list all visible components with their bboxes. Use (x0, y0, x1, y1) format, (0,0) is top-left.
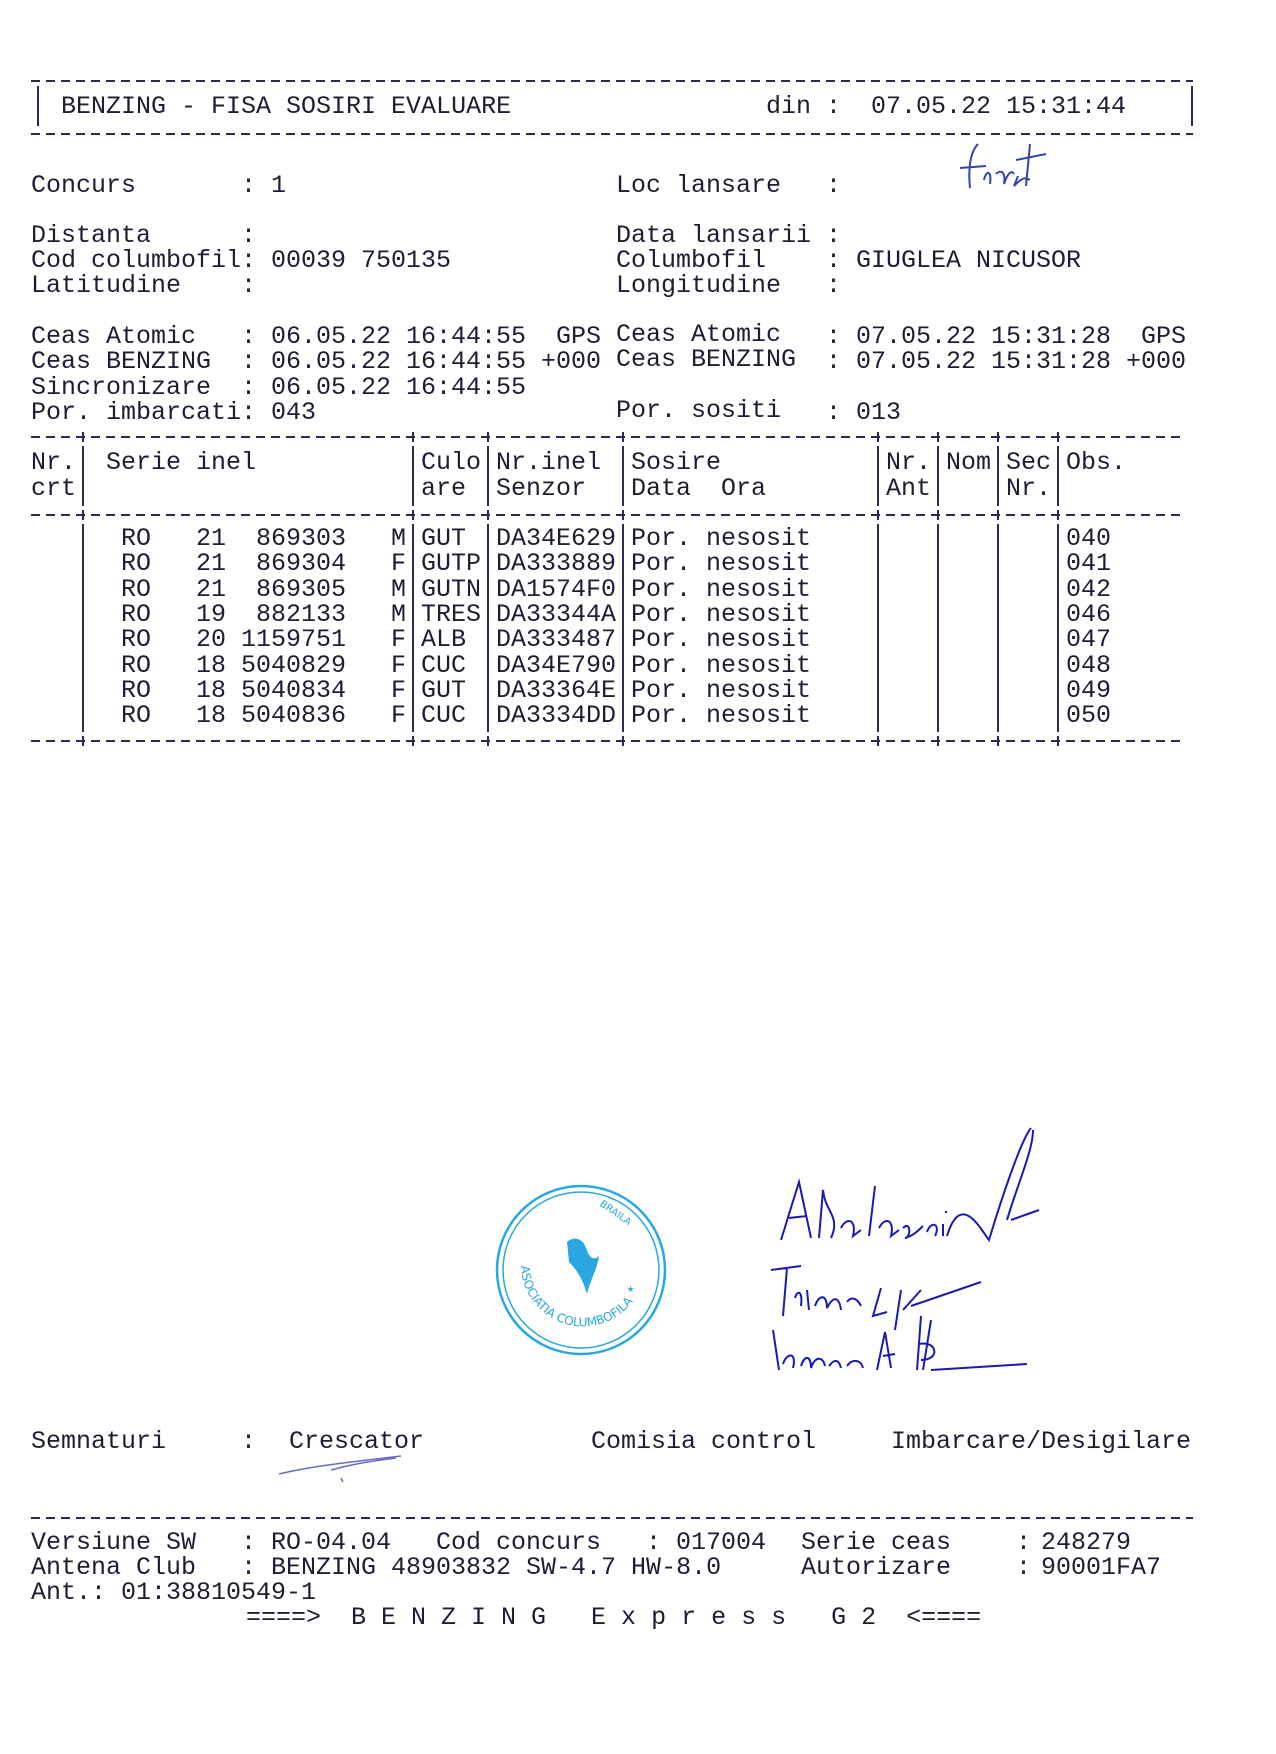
table-divider-joint (82, 736, 84, 746)
stamp-city: BRAILA (597, 1198, 634, 1229)
column-separator (937, 446, 939, 506)
table-divider (31, 740, 1186, 742)
table-divider-joint (82, 432, 84, 442)
column-header-nr-ant: Nr. (886, 448, 932, 477)
field-label: Sincronizare (31, 373, 212, 402)
sex: M (391, 599, 407, 629)
column-separator (1057, 446, 1059, 506)
clock-serial-label: Serie ceas (801, 1528, 952, 1557)
ring-number: 869305 (255, 574, 346, 604)
column-separator (622, 446, 624, 506)
field-label: Data lansarii (616, 221, 812, 250)
arrival-status: Por. nesosit (631, 625, 812, 655)
ring-country: RO (121, 549, 152, 579)
sex: F (391, 675, 407, 705)
control-committee-label: Comisia control (591, 1427, 817, 1456)
date-label: din : (766, 92, 842, 121)
arrival-status: Por. nesosit (631, 599, 812, 629)
field-value: 06.05.22 16:44:55 (271, 373, 527, 402)
page-title: BENZING - FISA SOSIRI EVALUARE (61, 92, 512, 121)
table-divider-joint (487, 510, 489, 520)
column-separator (412, 446, 414, 506)
column-header-nr-crt: crt (31, 474, 77, 503)
ring-year: 21 (196, 524, 227, 553)
colon: : (826, 171, 842, 200)
field-label: Distanta (31, 221, 152, 250)
field-value: GIUGLEA NICUSOR (856, 246, 1082, 275)
field-label: Concurs (31, 171, 137, 200)
observation: 046 (1066, 599, 1112, 629)
field-label: Ceas Atomic (616, 320, 782, 349)
field-label: Por. sositi (616, 396, 782, 425)
ring-country: RO (121, 524, 152, 553)
sw-version-value: RO-04.04 (271, 1528, 392, 1557)
column-separator (877, 524, 879, 732)
evaluation-sheet (31, 0, 1231, 1754)
column-header-sec-nr: Sec (1006, 448, 1052, 477)
table-divider-joint (997, 432, 999, 442)
arrival-status: Por. nesosit (631, 549, 812, 579)
colon: : (241, 221, 257, 250)
color: TRES (421, 599, 482, 629)
contest-code-value: 017004 (676, 1528, 767, 1557)
sensor-id: DA33364E (496, 675, 617, 705)
column-separator (622, 524, 624, 732)
ring-number: 882133 (255, 599, 346, 629)
antenna-id: Ant.: 01:38810549-1 (31, 1578, 317, 1607)
divider (31, 80, 1193, 82)
ring-country: RO (121, 701, 152, 731)
ring-country: RO (121, 625, 152, 655)
arrival-status: Por. nesosit (631, 675, 812, 705)
stamp-text (518, 1265, 636, 1330)
table-divider (31, 436, 1186, 438)
column-header-nr-crt: Nr. (31, 448, 77, 477)
antenna-value: BENZING 48903832 SW-4.7 HW-8.0 (271, 1553, 722, 1582)
sex: F (391, 650, 407, 680)
sensor-id: DA3334DD (496, 701, 617, 731)
color: GUT (421, 524, 467, 553)
ring-year: 21 (196, 574, 227, 604)
table-divider-joint (997, 510, 999, 520)
field-label: Longitudine (616, 271, 782, 300)
table-divider-joint (622, 432, 624, 442)
color: CUC (421, 650, 467, 680)
column-separator (82, 524, 84, 732)
table-divider (31, 514, 1186, 516)
table-divider-joint (997, 736, 999, 746)
column-separator (1057, 524, 1059, 732)
field-label: Latitudine (31, 271, 182, 300)
field-value: 07.05.22 15:31:28 +000 (856, 347, 1187, 376)
observation: 050 (1066, 701, 1112, 731)
field-value: 013 (856, 398, 902, 427)
column-separator (997, 524, 999, 732)
table-divider-joint (877, 510, 879, 520)
field-label: Ceas Atomic (31, 322, 197, 351)
report-date: 07.05.22 15:31:44 (871, 92, 1127, 121)
field-value: 07.05.22 15:31:28 GPS (856, 322, 1187, 351)
column-separator (412, 524, 414, 732)
ring-number: 5040834 (241, 675, 347, 705)
antenna-label: Antena Club (31, 1553, 197, 1582)
field-value: 00039 750135 (271, 246, 452, 275)
column-header-nr-inel-senzor: Nr.inel (496, 448, 602, 477)
colon: : (826, 271, 842, 300)
authorization-label: Autorizare (801, 1553, 952, 1582)
sensor-id: DA34E629 (496, 524, 617, 553)
observation: 047 (1066, 625, 1112, 655)
ring-number: 5040829 (241, 650, 347, 680)
sw-version-label: Versiune SW (31, 1528, 197, 1557)
signatures-label: Semnaturi (31, 1427, 167, 1456)
ring-year: 20 (196, 625, 227, 655)
column-header-sec-nr: Nr. (1006, 474, 1052, 503)
field-value: 06.05.22 16:44:55 GPS (271, 322, 602, 351)
arrival-status: Por. nesosit (631, 650, 812, 680)
column-separator (937, 524, 939, 732)
colon: : (241, 1427, 257, 1456)
sex: F (391, 701, 407, 731)
star-icon: ★ (627, 1282, 635, 1296)
contest-code-label: Cod concurs (436, 1528, 602, 1557)
ring-country: RO (121, 650, 152, 680)
column-header-serie-inel: Serie inel (106, 448, 257, 477)
colon: : (646, 1528, 662, 1557)
sex: M (391, 574, 407, 604)
colon: : (241, 373, 257, 402)
column-header-culoare: Culo (421, 448, 482, 477)
sensor-id: DA333487 (496, 625, 617, 655)
ring-number: 5040836 (241, 701, 347, 731)
sex: F (391, 625, 407, 655)
breeder-label: Crescator (289, 1427, 425, 1456)
table-divider-joint (412, 736, 414, 746)
column-header-obs: Obs. (1066, 448, 1127, 477)
table-divider-joint (937, 432, 939, 442)
colon: : (241, 171, 257, 200)
table-divider-joint (1057, 736, 1059, 746)
table-divider-joint (487, 432, 489, 442)
ring-year: 18 (196, 701, 227, 731)
observation: 042 (1066, 574, 1112, 604)
committee-signatures (771, 1120, 1131, 1380)
column-separator (487, 524, 489, 732)
authorization-value: 90001FA7 (1041, 1553, 1162, 1582)
column-separator (997, 446, 999, 506)
arrival-status: Por. nesosit (631, 574, 812, 604)
arrival-status: Por. nesosit (631, 524, 812, 553)
sensor-id: DA1574F0 (496, 574, 617, 604)
column-separator (487, 446, 489, 506)
colon: : (1016, 1528, 1032, 1557)
ring-number: 869304 (255, 549, 346, 579)
table-divider-joint (1057, 510, 1059, 520)
table-divider-joint (622, 736, 624, 746)
column-header-culoare: are (421, 474, 467, 503)
ring-number: 869303 (255, 524, 346, 553)
boarding-label: Imbarcare/Desigilare (891, 1427, 1192, 1456)
table-divider-joint (412, 432, 414, 442)
colon: : (241, 347, 257, 376)
column-header-sosire: Sosire (631, 448, 722, 477)
colon: : (241, 246, 257, 275)
colon: : (241, 322, 257, 351)
ring-country: RO (121, 574, 152, 604)
divider (31, 133, 1193, 135)
observation: 040 (1066, 524, 1112, 553)
colon: : (826, 221, 842, 250)
sex: M (391, 524, 407, 553)
field-label: Cod columbofil (31, 246, 242, 275)
sex: F (391, 549, 407, 579)
column-header-nr-ant: Ant (886, 474, 932, 503)
table-divider-joint (622, 510, 624, 520)
observation: 049 (1066, 675, 1112, 705)
table-divider-joint (877, 432, 879, 442)
field-label: Columbofil (616, 246, 767, 275)
ring-country: RO (121, 599, 152, 629)
observation: 048 (1066, 650, 1112, 680)
colon: : (241, 1553, 257, 1582)
divider (37, 86, 39, 126)
column-header-nr-inel-senzor: Senzor (496, 474, 587, 503)
sensor-id: DA333889 (496, 549, 617, 579)
color: CUC (421, 701, 467, 731)
table-divider-joint (487, 736, 489, 746)
color: GUTP (421, 549, 482, 579)
clock-serial-value: 248279 (1041, 1528, 1132, 1557)
field-label: Loc lansare (616, 171, 782, 200)
field-value: 043 (271, 398, 317, 427)
color: GUTN (421, 574, 482, 604)
colon: : (241, 1528, 257, 1557)
observation: 041 (1066, 549, 1112, 579)
table-divider-joint (1057, 432, 1059, 442)
divider (31, 1517, 1193, 1519)
ring-year: 21 (196, 549, 227, 579)
table-divider-joint (877, 736, 879, 746)
table-divider-joint (82, 510, 84, 520)
color: GUT (421, 675, 467, 705)
colon: : (826, 347, 842, 376)
sensor-id: DA34E790 (496, 650, 617, 680)
column-separator (877, 446, 879, 506)
divider (1191, 86, 1193, 126)
ring-number: 1159751 (241, 625, 347, 655)
stamp-text-path: ASOCIATIA COLUMBOFILA (517, 1264, 636, 1330)
field-value: 06.05.22 16:44:55 +000 (271, 347, 602, 376)
table-divider-joint (412, 510, 414, 520)
field-value: 1 (271, 171, 287, 200)
column-header-nom: Nom (946, 448, 992, 477)
field-label: Por. imbarcati (31, 398, 242, 427)
device-banner: ====> B E N Z I N G E x p r e s s G 2 <==== (246, 1603, 982, 1632)
ring-country: RO (121, 675, 152, 705)
arrival-status: Por. nesosit (631, 701, 812, 731)
field-label: Ceas BENZING (31, 347, 212, 376)
ring-year: 18 (196, 650, 227, 680)
sensor-id: DA33344A (496, 599, 617, 629)
field-label: Ceas BENZING (616, 345, 797, 374)
colon: : (1016, 1553, 1032, 1582)
association-stamp (491, 1180, 671, 1360)
handwritten-loc-signature (956, 140, 1056, 195)
colon: : (241, 271, 257, 300)
breeder-signature (271, 1448, 451, 1488)
ring-year: 19 (196, 599, 227, 629)
column-separator (82, 446, 84, 506)
colon: : (241, 398, 257, 427)
color: ALB (421, 625, 467, 655)
table-divider-joint (937, 736, 939, 746)
table-divider-joint (937, 510, 939, 520)
pigeon-icon (567, 1239, 599, 1294)
colon: : (826, 246, 842, 275)
colon: : (826, 322, 842, 351)
ring-year: 18 (196, 675, 227, 705)
colon: : (826, 398, 842, 427)
column-header-sosire: Data Ora (631, 474, 767, 503)
